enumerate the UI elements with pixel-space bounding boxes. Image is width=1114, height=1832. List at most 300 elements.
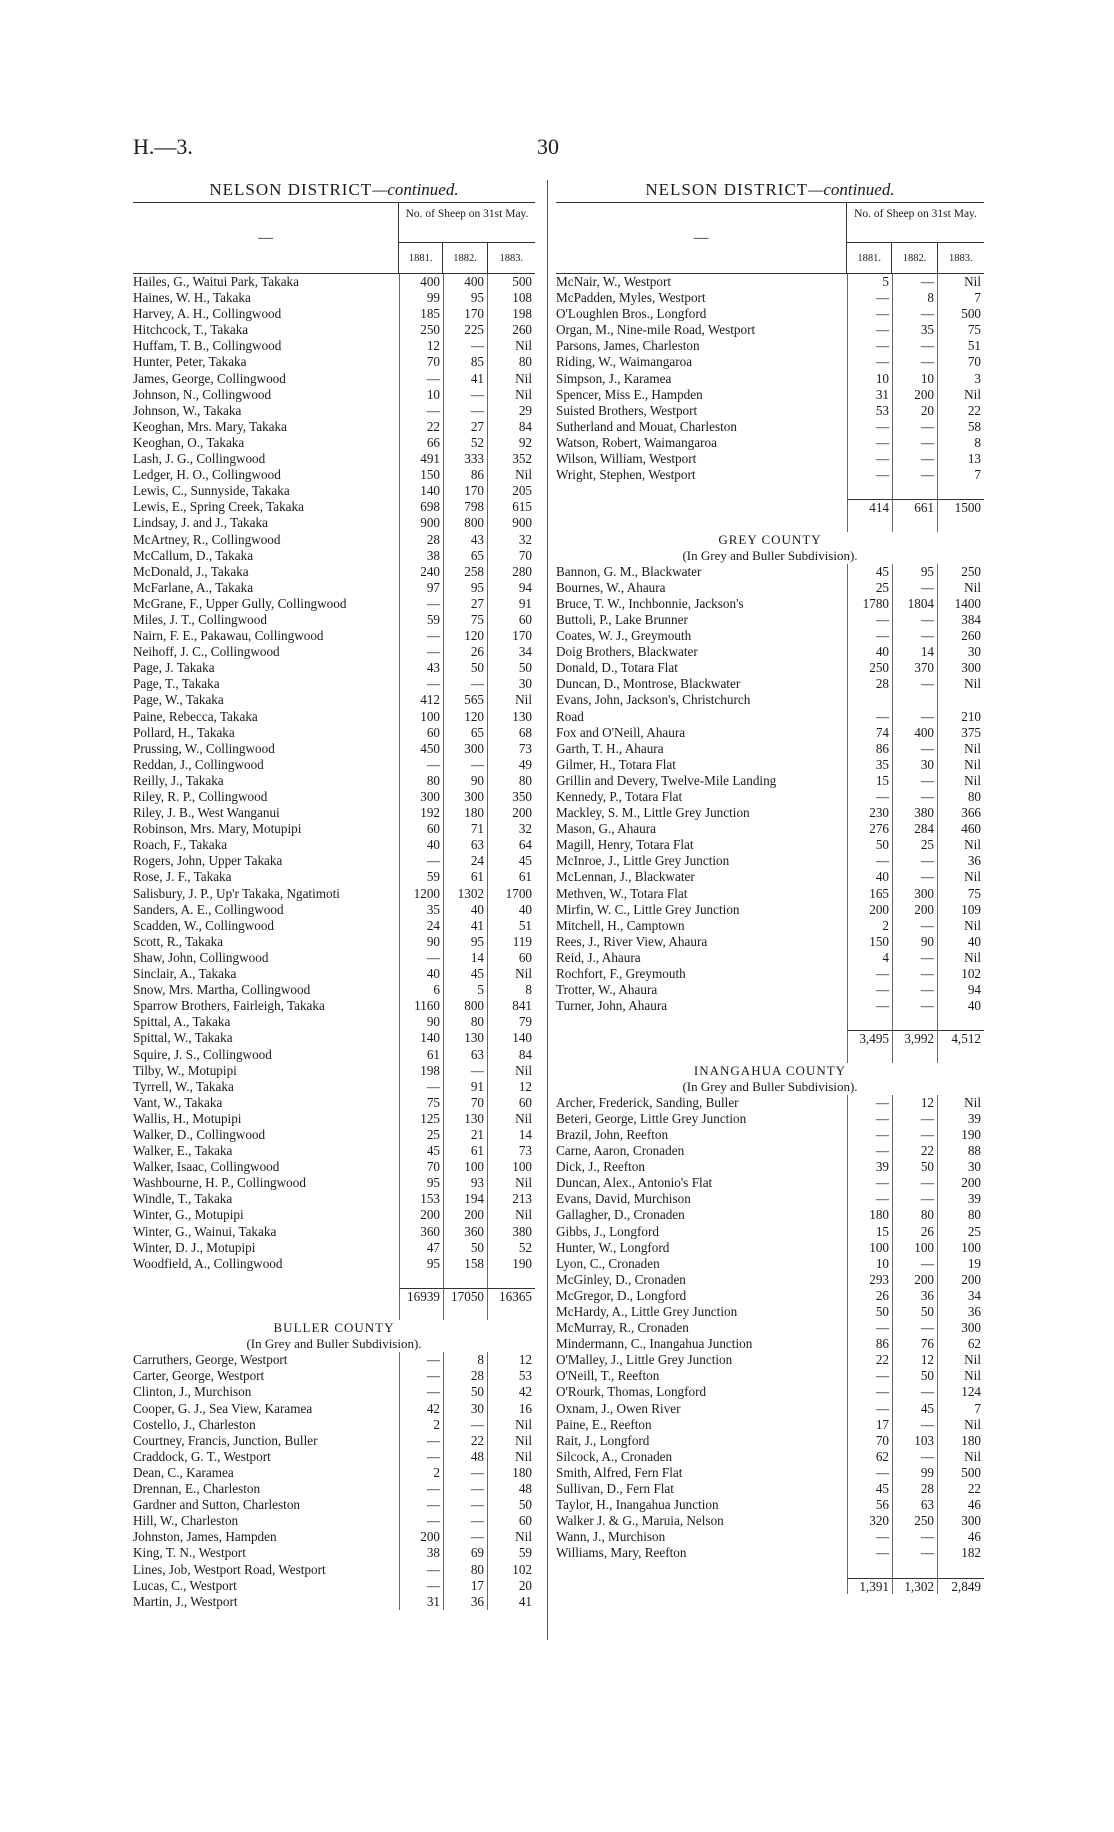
table-row <box>556 628 984 644</box>
sheep-count-1883: 200 <box>937 1272 984 1288</box>
sheep-count-1881: 25 <box>847 580 892 596</box>
owner-name: Shaw, John, Collingwood <box>133 949 269 965</box>
owner-name: Taylor, H., Inangahua Junction <box>556 1497 719 1513</box>
sheep-count-1882: 130 <box>443 1111 487 1127</box>
sheep-count-1881: 40 <box>399 966 443 982</box>
sheep-count-1881: 10 <box>847 371 892 387</box>
sheep-count-1881: 90 <box>399 934 443 950</box>
right-table-header <box>556 203 984 273</box>
sheep-count-1883: 615 <box>487 499 535 515</box>
table-row <box>556 886 984 902</box>
table-row <box>556 982 984 998</box>
sheep-count-1882: 300 <box>443 789 487 805</box>
spacer-name <box>556 515 847 531</box>
sheep-count-1882: — <box>443 1417 487 1433</box>
sheep-count-1881: — <box>399 1368 443 1384</box>
sheep-count-1882: 65 <box>443 548 487 564</box>
sheep-count-1881: 100 <box>847 1240 892 1256</box>
sheep-count-1881: — <box>847 1111 892 1127</box>
owner-name: Beteri, George, Little Grey Junction <box>556 1110 747 1126</box>
sheep-count-1881: 70 <box>847 1433 892 1449</box>
sheep-count-1882: 14 <box>443 950 487 966</box>
sheep-count-1881: 66 <box>399 435 443 451</box>
grey-county-title: GREY COUNTY <box>718 531 822 547</box>
sheep-count-1883: 180 <box>487 1465 535 1481</box>
sheep-count-1881: 86 <box>847 1336 892 1352</box>
right-section-title <box>556 178 984 202</box>
sheep-count-1882: 300 <box>892 886 937 902</box>
sheep-count-1881: 192 <box>399 805 443 821</box>
left-column <box>133 178 535 1610</box>
sheep-count-1883: Nil <box>487 692 535 708</box>
sheep-count-1883: 7 <box>937 290 984 306</box>
table-row <box>133 950 535 966</box>
table-row <box>133 1578 535 1594</box>
owner-name: Oxnam, J., Owen River <box>556 1400 681 1416</box>
owner-name: O'Neill, T., Reefton <box>556 1368 660 1384</box>
inangahua-county-note: (In Grey and Buller Subdivision). <box>682 1078 858 1094</box>
sheep-count-1881: — <box>399 1513 443 1529</box>
buller-county-note: (In Grey and Buller Subdivision). <box>246 1336 422 1352</box>
table-row <box>556 1175 984 1191</box>
table-row <box>556 676 984 692</box>
sheep-count-1883: 1700 <box>487 886 535 902</box>
table-row <box>556 435 984 451</box>
sheep-count-1882: 200 <box>892 1272 937 1288</box>
sheep-count-1881: 56 <box>847 1497 892 1513</box>
sheep-count-1883: 500 <box>487 274 535 290</box>
sheep-count-1882: — <box>892 419 937 435</box>
owner-name <box>556 1030 847 1046</box>
sheep-count-1881: 185 <box>399 306 443 322</box>
owner-name: Rees, J., River View, Ahaura <box>556 933 708 949</box>
sheep-count-1882: — <box>443 387 487 403</box>
sheep-count-1881: 15 <box>847 773 892 789</box>
sheep-count-1881: 50 <box>847 1304 892 1320</box>
sheep-count-1881: — <box>847 322 892 338</box>
owner-name: Fox and O'Neill, Ahaura <box>556 724 686 740</box>
sheep-count-1883: Nil <box>487 467 535 483</box>
sheep-count-1883: 52 <box>487 1240 535 1256</box>
sheep-count-1882: — <box>892 628 937 644</box>
owner-name: Wright, Stephen, Westport <box>556 467 696 483</box>
sheep-count-1881: — <box>847 1529 892 1545</box>
sheep-count-1881: 165 <box>847 886 892 902</box>
sheep-count-1882: 36 <box>892 1288 937 1304</box>
sheep-count-1881: 100 <box>399 709 443 725</box>
sheep-count-1883: 119 <box>487 934 535 950</box>
sheep-count-1883: 380 <box>487 1224 535 1240</box>
sheep-count-1881: 200 <box>847 902 892 918</box>
table-row <box>133 515 535 531</box>
sheep-count-1882: 80 <box>892 1207 937 1223</box>
sheep-count-1882: 69 <box>443 1545 487 1561</box>
owner-name: Hill, W., Charleston <box>133 1513 239 1529</box>
owner-name: Tyrrell, W., Takaka <box>133 1078 234 1094</box>
table-row <box>133 387 535 403</box>
sheep-count-1883: Nil <box>937 773 984 789</box>
sheep-count-1881: 360 <box>399 1224 443 1240</box>
owner-name: Watson, Robert, Waimangaroa <box>556 434 717 450</box>
owner-name: McDonald, J., Takaka <box>133 563 249 579</box>
inangahua-total-row <box>556 1578 984 1594</box>
owner-name: Walker, D., Collingwood <box>133 1126 266 1142</box>
grey-county-note: (In Grey and Buller Subdivision). <box>682 547 858 563</box>
table-row <box>133 1079 535 1095</box>
owner-name: Methven, W., Totara Flat <box>556 885 688 901</box>
sheep-count-1883: 75 <box>937 886 984 902</box>
table-row <box>556 1481 984 1497</box>
sheep-count-1882: 80 <box>443 1014 487 1030</box>
sheep-count-1883: 12 <box>487 1079 535 1095</box>
sheep-count-1883: 205 <box>487 483 535 499</box>
sheep-count-1881: — <box>399 403 443 419</box>
spacer-cell <box>937 515 984 531</box>
owner-name: Robinson, Mrs. Mary, Motupipi <box>133 821 302 837</box>
sheep-count-1881: — <box>847 1191 892 1207</box>
sheep-count-1883: Nil <box>937 837 984 853</box>
owner-name: Keoghan, O., Takaka <box>133 434 245 450</box>
sheep-count-1881: 293 <box>847 1272 892 1288</box>
sheep-count-1882: 91 <box>443 1079 487 1095</box>
sheep-count-1883: 49 <box>487 757 535 773</box>
table-row <box>556 338 984 354</box>
sheep-count-1883: 1400 <box>937 596 984 612</box>
spacer-cell <box>847 1014 892 1030</box>
sheep-count-1882: — <box>892 709 937 725</box>
sheep-count-1881: — <box>847 290 892 306</box>
sheep-count-1883: 80 <box>487 354 535 370</box>
right-header-title: No. of Sheep on 31st May. <box>847 203 984 243</box>
sheep-count-1881: 12 <box>399 338 443 354</box>
sheep-count-1881: — <box>847 612 892 628</box>
table-row <box>133 1063 535 1079</box>
table-row <box>133 1562 535 1578</box>
table-row <box>133 1513 535 1529</box>
sheep-count-1881: — <box>847 709 892 725</box>
table-row <box>133 322 535 338</box>
sheep-count-1882: — <box>892 435 937 451</box>
sheep-count-1882: 8 <box>892 290 937 306</box>
spacer-name <box>556 1047 847 1063</box>
table-row <box>556 596 984 612</box>
table-row <box>133 934 535 950</box>
owner-name: Wallis, H., Motupipi <box>133 1110 242 1126</box>
sheep-count-1881: 61 <box>399 1047 443 1063</box>
table-row <box>133 419 535 435</box>
table-row <box>133 1240 535 1256</box>
owner-name: Page, W., Takaka <box>133 692 224 708</box>
sheep-count-1882: — <box>443 403 487 419</box>
table-row <box>133 886 535 902</box>
sheep-count-1882: 21 <box>443 1127 487 1143</box>
sheep-count-1883: 70 <box>487 548 535 564</box>
sheep-count-1882 <box>892 692 937 708</box>
owner-name: Johnson, W., Takaka <box>133 402 242 418</box>
sheep-count-1881: — <box>847 1143 892 1159</box>
owner-name: Riley, R. P., Collingwood <box>133 789 268 804</box>
table-row <box>133 1368 535 1384</box>
sheep-count-1882: — <box>892 676 937 692</box>
spacer-row <box>556 515 984 531</box>
sheep-count-1883: 22 <box>937 403 984 419</box>
owner-name: Mirfin, W. C., Little Grey Junction <box>556 901 740 917</box>
owner-name: Reid, J., Ahaura <box>556 949 641 965</box>
table-row <box>556 1143 984 1159</box>
sheep-count-1883: 14 <box>487 1127 535 1143</box>
sheep-count-1881: 60 <box>399 725 443 741</box>
sheep-count-1882: 258 <box>443 564 487 580</box>
sheep-count-1883: 180 <box>937 1433 984 1449</box>
sheep-count-1883: 12 <box>487 1352 535 1368</box>
table-row <box>133 1465 535 1481</box>
grey-total-row <box>556 1030 984 1046</box>
owner-name: Gardner and Sutton, Charleston <box>133 1497 301 1513</box>
sheep-count-1882: — <box>443 338 487 354</box>
owner-name: Craddock, G. T., Westport <box>133 1448 271 1464</box>
owner-name: McGinley, D., Cronaden <box>556 1271 686 1287</box>
left-table-body <box>133 274 535 1610</box>
sheep-count-1881: — <box>847 435 892 451</box>
sheep-count-1883: 16365 <box>487 1288 535 1304</box>
owner-name: Trotter, W., Ahaura <box>556 982 658 998</box>
sheep-count-1883: 7 <box>937 1401 984 1417</box>
owner-name: Sutherland and Mouat, Charleston <box>556 418 737 434</box>
sheep-count-1883: 36 <box>937 853 984 869</box>
sheep-count-1881: 180 <box>847 1207 892 1223</box>
table-row <box>556 837 984 853</box>
owner-name: Evans, John, Jackson's, Christchurch <box>556 692 751 708</box>
sheep-count-1881: 3,495 <box>847 1030 892 1046</box>
sheep-count-1881: — <box>847 1384 892 1400</box>
sheep-count-1882: 120 <box>443 628 487 644</box>
sheep-count-1882: — <box>892 1449 937 1465</box>
sheep-count-1881: — <box>847 628 892 644</box>
sheep-count-1883: 40 <box>937 934 984 950</box>
owner-name: Riley, J. B., West Wanganui <box>133 805 280 821</box>
sheep-count-1882: 300 <box>443 741 487 757</box>
owner-name: Organ, M., Nine-mile Road, Westport <box>556 322 756 338</box>
owner-name: Williams, Mary, Reefton <box>556 1545 687 1561</box>
column-divider <box>547 180 548 1640</box>
sheep-count-1881: 95 <box>399 1175 443 1191</box>
sheep-count-1882: 28 <box>443 1368 487 1384</box>
sheep-count-1881: — <box>847 966 892 982</box>
owner-name: Lucas, C., Westport <box>133 1577 237 1593</box>
sheep-count-1882: — <box>892 741 937 757</box>
table-row <box>556 612 984 628</box>
owner-name: Mackley, S. M., Little Grey Junction <box>556 805 750 821</box>
sheep-count-1883: 48 <box>487 1481 535 1497</box>
left-table-header <box>133 203 535 273</box>
table-row <box>556 564 984 580</box>
table-row <box>556 902 984 918</box>
sheep-count-1883: Nil <box>487 1449 535 1465</box>
sheep-count-1881: — <box>399 757 443 773</box>
sheep-count-1883: Nil <box>937 1449 984 1465</box>
sheep-count-1882: 100 <box>892 1240 937 1256</box>
sheep-count-1883 <box>937 692 984 708</box>
sheep-count-1881: 450 <box>399 741 443 757</box>
sheep-count-1883: 102 <box>937 966 984 982</box>
sheep-count-1883: Nil <box>937 741 984 757</box>
spacer-name <box>556 483 847 499</box>
sheep-count-1881: 1200 <box>399 886 443 902</box>
owner-name <box>556 499 847 515</box>
sheep-count-1883: 60 <box>487 1513 535 1529</box>
sheep-count-1881: 10 <box>847 1256 892 1272</box>
sheep-count-1881: 320 <box>847 1513 892 1529</box>
sheep-count-1883: 16 <box>487 1401 535 1417</box>
sheep-count-1881: — <box>847 1465 892 1481</box>
sheep-count-1881: — <box>399 853 443 869</box>
table-row <box>133 628 535 644</box>
sheep-count-1883: 124 <box>937 1384 984 1400</box>
sheep-count-1883: Nil <box>937 580 984 596</box>
table-row <box>133 483 535 499</box>
sheep-count-1881: 150 <box>847 934 892 950</box>
sheep-count-1883: 170 <box>487 628 535 644</box>
owner-name: McGrane, F., Upper Gully, Collingwood <box>133 595 347 611</box>
owner-name: Garth, T. H., Ahaura <box>556 740 664 756</box>
owner-name: Hitchcock, T., Takaka <box>133 322 249 338</box>
table-row <box>133 1143 535 1159</box>
spacer-cell <box>892 1562 937 1578</box>
sheep-count-1883: Nil <box>487 1417 535 1433</box>
spacer-cell <box>892 1014 937 1030</box>
sheep-count-1883: 94 <box>487 580 535 596</box>
table-row <box>556 1207 984 1223</box>
sheep-count-1883: 20 <box>487 1578 535 1594</box>
table-row <box>556 773 984 789</box>
sheep-count-1883: 250 <box>937 564 984 580</box>
sheep-count-1881: 140 <box>399 483 443 499</box>
sheep-count-1883: 260 <box>937 628 984 644</box>
sheep-count-1882: 8 <box>443 1352 487 1368</box>
sheep-count-1883: Nil <box>937 1095 984 1111</box>
sheep-count-1881: 240 <box>399 564 443 580</box>
owner-name: Magill, Henry, Totara Flat <box>556 837 694 853</box>
page-header <box>0 134 1114 158</box>
table-row <box>133 1384 535 1400</box>
sheep-count-1881: — <box>847 1368 892 1384</box>
sheep-count-1882: 76 <box>892 1336 937 1352</box>
sheep-count-1883: 80 <box>487 773 535 789</box>
sheep-count-1883: 100 <box>937 1240 984 1256</box>
owner-name: Dean, C., Karamea <box>133 1464 234 1480</box>
sheep-count-1881: 15 <box>847 1224 892 1240</box>
owner-name: Parsons, James, Charleston <box>556 338 700 354</box>
sheep-count-1883: 375 <box>937 725 984 741</box>
sheep-count-1883: 182 <box>937 1545 984 1561</box>
sheep-count-1883: 80 <box>937 1207 984 1223</box>
sheep-count-1883: 109 <box>937 902 984 918</box>
sheep-count-1881: — <box>847 1127 892 1143</box>
sheep-count-1881: — <box>847 354 892 370</box>
sheep-count-1881: 17 <box>847 1417 892 1433</box>
sheep-count-1882: 95 <box>443 934 487 950</box>
table-row <box>133 966 535 982</box>
owner-name: Paine, E., Reefton <box>556 1416 652 1432</box>
sheep-count-1882: — <box>892 869 937 885</box>
owner-name: Prussing, W., Collingwood <box>133 740 275 756</box>
right-title-continued: —continued. <box>808 180 895 199</box>
sheep-count-1882: 1804 <box>892 596 937 612</box>
owner-name: Washbourne, H. P., Collingwood <box>133 1175 306 1191</box>
sheep-count-1881: 140 <box>399 1030 443 1046</box>
owner-name: Walker J. & G., Maruia, Nelson <box>556 1513 724 1529</box>
sheep-count-1883: 3 <box>937 371 984 387</box>
owner-name: Simpson, J., Karamea <box>556 370 672 386</box>
sheep-count-1881: — <box>399 1497 443 1513</box>
sheep-count-1883: Nil <box>937 1417 984 1433</box>
sheep-count-1882: 25 <box>892 837 937 853</box>
sheep-count-1883: 8 <box>487 982 535 998</box>
sheep-count-1882: — <box>892 338 937 354</box>
sheep-count-1881: 6 <box>399 982 443 998</box>
sheep-count-1881: — <box>847 853 892 869</box>
table-row <box>556 869 984 885</box>
table-row <box>556 821 984 837</box>
spacer-cell <box>399 1272 443 1288</box>
sheep-count-1883: 300 <box>937 1320 984 1336</box>
sheep-count-1882: 45 <box>892 1401 937 1417</box>
sheep-count-1883: 29 <box>487 403 535 419</box>
owner-name: Smith, Alfred, Fern Flat <box>556 1464 683 1480</box>
nelson-total-row <box>556 499 984 515</box>
sheep-count-1881: — <box>847 306 892 322</box>
sheep-count-1883: 130 <box>487 709 535 725</box>
sheep-count-1882: — <box>892 853 937 869</box>
sheep-count-1882: 22 <box>892 1143 937 1159</box>
spacer-name <box>556 1014 847 1030</box>
table-row <box>133 1417 535 1433</box>
table-row <box>556 660 984 676</box>
sheep-count-1883: 32 <box>487 532 535 548</box>
sheep-count-1881: 25 <box>399 1127 443 1143</box>
table-row <box>133 757 535 773</box>
spacer-cell <box>892 1047 937 1063</box>
sheep-count-1881: 45 <box>847 564 892 580</box>
sheep-count-1882: 200 <box>892 387 937 403</box>
owner-name: Lindsay, J. and J., Takaka <box>133 515 268 531</box>
table-row <box>133 371 535 387</box>
sheep-count-1881: 4 <box>847 950 892 966</box>
table-row <box>133 596 535 612</box>
sheep-count-1881: 31 <box>847 387 892 403</box>
table-row <box>133 499 535 515</box>
owner-name: McArtney, R., Collingwood <box>133 531 281 547</box>
table-row <box>133 1256 535 1272</box>
sheep-count-1882: 380 <box>892 805 937 821</box>
sheep-count-1882: 27 <box>443 419 487 435</box>
sheep-count-1882: 250 <box>892 1513 937 1529</box>
owner-name: Gibbs, J., Longford <box>556 1223 659 1239</box>
sheep-count-1882: — <box>892 1417 937 1433</box>
table-row <box>133 1047 535 1063</box>
inangahua-county-title: INANGAHUA COUNTY <box>693 1062 847 1078</box>
sheep-count-1882: 52 <box>443 435 487 451</box>
left-title-continued: —continued. <box>372 180 459 199</box>
table-row <box>556 1417 984 1433</box>
sheep-count-1883: Nil <box>937 918 984 934</box>
table-row <box>556 1513 984 1529</box>
sheep-count-1882: 61 <box>443 1143 487 1159</box>
sheep-count-1883: 75 <box>937 322 984 338</box>
owner-name: Pollard, H., Takaka <box>133 724 235 740</box>
table-row <box>133 725 535 741</box>
owner-name: Harvey, A. H., Collingwood <box>133 306 282 322</box>
